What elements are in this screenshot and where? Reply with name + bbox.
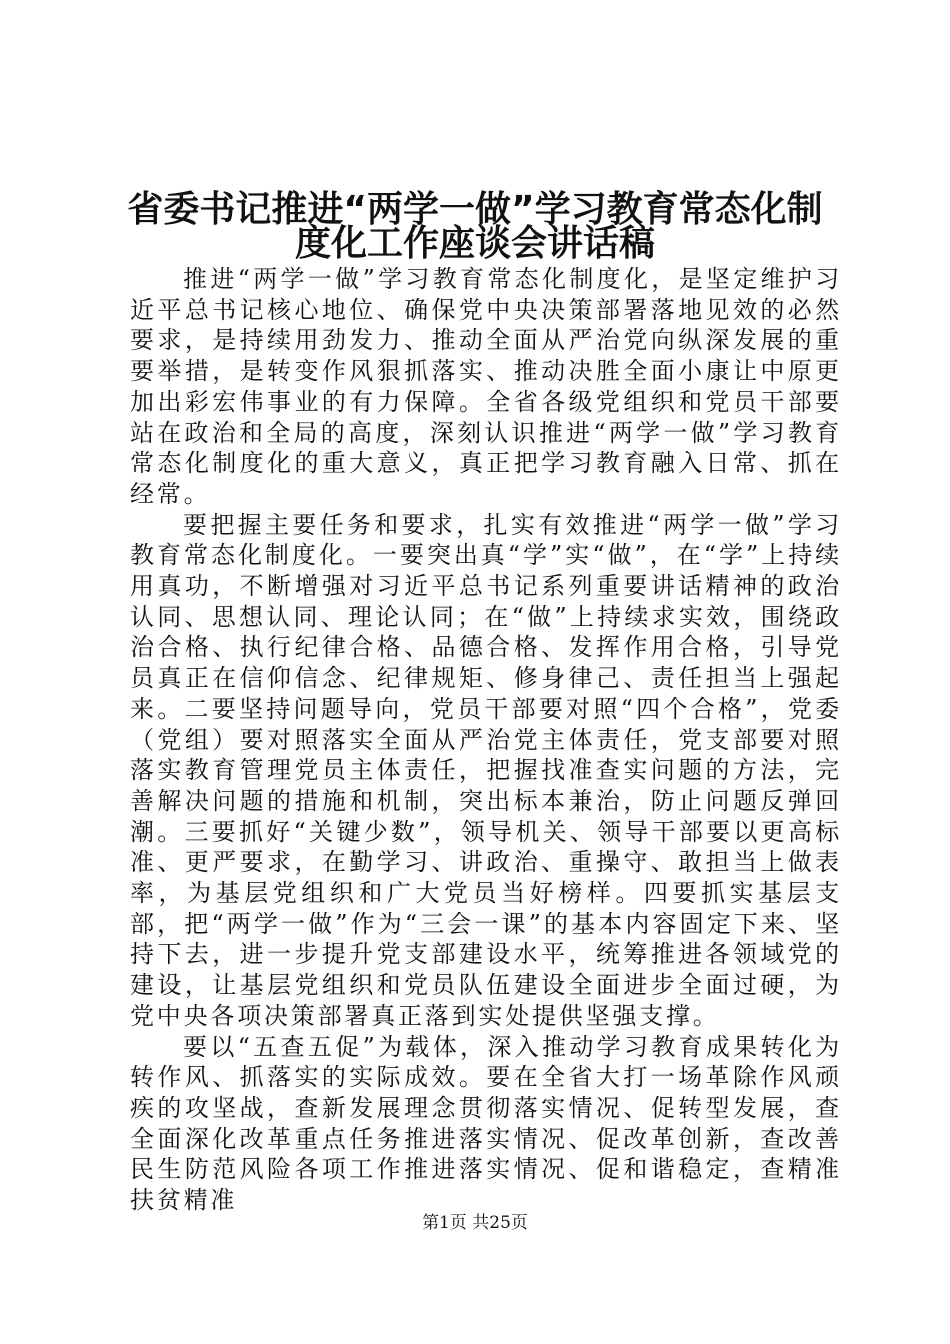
- paragraph-1: 推进“两学一做”学习教育常态化制度化，是坚定维护习近平总书记核心地位、确保党中央决策部署落地见效的必然要求，是持续用劲发力、推动全面从严治党向纵深发展的重要举措，是转变作风狠抓落实、推动决胜全面小康让中原更加出彩宏伟事业的有力保障。全省各级党组织和党员干部要站在政治和全局的高度，深刻认识推进“两学一做”学习教育常态化制度化的重大意义，真正把学习教育融入日常、抓在经常。: [130, 265, 842, 508]
- paragraph-2: 要把握主要任务和要求，扎实有效推进“两学一做”学习教育常态化制度化。一要突出真“学”实“做”，在“学”上持续用真功，不断增强对习近平总书记系列重要讲话精神的政治认同、思想认同、理论认同；在“做”上持续求实效，围绕政治合格、执行纪律合格、品德合格、发挥作用合格，引导党员真正在信仰信念、纪律规矩、修身律己、责任担当上强起来。二要坚持问题导向，党员干部要对照“四个合格”，党委（党组）要对照落实全面从严治党主体责任，党支部要对照落实教育管理党员主体责任，把握找准查实问题的方法，完善解决问题的措施和机制，突出标本兼治，防止问题反弹回潮。三要抓好“关键少数”，领导机关、领导干部要以更高标准、更严要求，在勤学习、讲政治、重操守、敢担当上做表率，为基层党组织和广大党员当好榜样。四要抓实基层支部，把“两学一做”作为“三会一课”的基本内容固定下来、坚持下去，进一步提升党支部建设水平，统筹推进各领域党的建设，让基层党组织和党员队伍建设全面进步全面过硬，为党中央各项决策部署真正落到实处提供坚强支撑。: [130, 510, 842, 1030]
- document-body: [130, 264, 842, 1216]
- document-title-line-2: 度化工作座谈会讲话稿: [294, 223, 655, 264]
- page-number-footer: 第1页 共25页: [422, 1213, 528, 1233]
- paragraph-3: 要以“五查五促”为载体，深入推动学习教育成果转化为转作风、抓落实的实际成效。要在全省大打一场革除作风顽疾的攻坚战，查新发展理念贯彻落实情况、促转型发展，查全面深化改革重点任务推进落实情况、促改革创新，查改善民生防范风险各项工作推进落实情况、促和谐稳定，查精准扶贫精准: [130, 1032, 842, 1215]
- document-title-line-1: 省委书记推进“两学一做”学习教育常态化制: [127, 189, 823, 230]
